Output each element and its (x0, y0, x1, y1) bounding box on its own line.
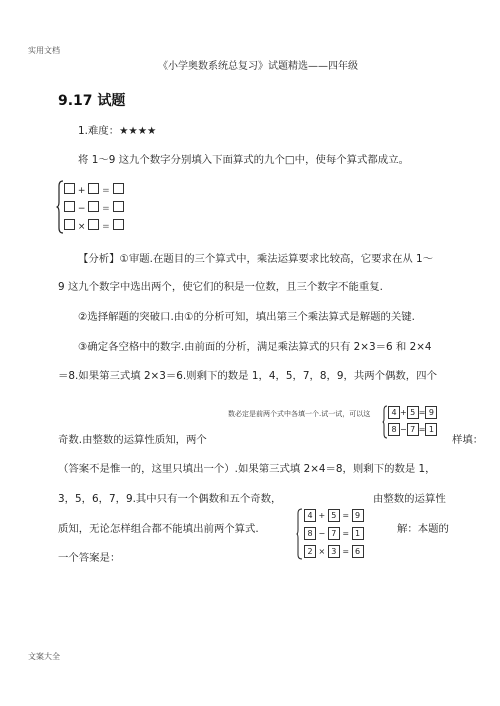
number-box: 9 (425, 406, 437, 419)
answer-equation-row (304, 545, 364, 558)
inset-equation-row (388, 406, 437, 419)
left-brace-icon (56, 180, 64, 234)
operator: − (400, 425, 407, 434)
blank-box (113, 219, 124, 230)
blank-box (64, 219, 75, 230)
number-box: 9 (352, 509, 364, 522)
analysis-line-10: 一个答案是： (58, 552, 121, 564)
equals-sign: = (102, 222, 110, 232)
number-box: 6 (352, 545, 364, 558)
equals-sign: = (342, 547, 350, 556)
number-box: 7 (328, 527, 340, 540)
answer-equation-row (304, 527, 364, 540)
answer-brace-icon (296, 508, 303, 560)
blank-box (113, 201, 124, 212)
analysis-line-9a: 质知，无论怎样组合都不能填出前两个算式. (58, 523, 259, 535)
analysis-line-2: 9 这九个数字中选出两个，使它们的积是一位数，且三个数字不能重复. (58, 281, 383, 293)
number-box: 4 (388, 406, 400, 419)
operator: × (77, 222, 86, 232)
equals-sign: = (102, 186, 110, 196)
difficulty-line: 1.难度：★★★★ (78, 125, 157, 137)
blank-box (113, 183, 124, 194)
blank-equation-row (64, 219, 124, 232)
handwritten-note: 数必定是前两个式中各填一个.试一试，可以这 (228, 410, 371, 418)
number-box: 8 (388, 423, 400, 436)
blank-equation-system (56, 180, 136, 236)
equals-sign: = (418, 408, 426, 417)
analysis-line-5: ＝8.如果第三式填 2×3＝6.则剩下的数是 1，4，5，7，8，9，共两个偶数，四个 (58, 370, 437, 382)
header-label: 实用文档 (28, 46, 60, 55)
equals-sign: = (342, 511, 350, 520)
operator: − (77, 204, 86, 214)
number-box: 2 (304, 545, 316, 558)
number-box: 7 (407, 423, 419, 436)
operator: + (77, 186, 86, 196)
analysis-line-3: ②选择解题的突破口.由①的分析可知，填出第三个乘法算式是解题的关键. (78, 311, 415, 323)
number-box: 1 (352, 527, 364, 540)
equals-sign: = (418, 425, 426, 434)
number-box: 1 (425, 423, 437, 436)
blank-box (64, 201, 75, 212)
analysis-line-8a: 3，5，6，7，9.其中只有一个偶数和五个奇数， (58, 493, 282, 505)
problem-statement: 将 1～9 这九个数字分别填入下面算式的九个□中，使每个算式都成立。 (78, 154, 409, 166)
analysis-line-6b: 样填： (452, 434, 484, 446)
inset-brace-icon (382, 405, 388, 439)
operator: − (318, 529, 326, 538)
blank-box (88, 183, 99, 194)
blank-equation-row (64, 183, 124, 196)
operator: + (318, 511, 326, 520)
equals-sign: = (102, 204, 110, 214)
analysis-line-8b: 由整数的运算性 (373, 493, 446, 505)
number-box: 4 (304, 509, 316, 522)
number-box: 5 (407, 406, 419, 419)
answer-equation-row (304, 509, 364, 522)
analysis-line-6a: 奇数.由整数的运算性质知，两个 (58, 434, 207, 446)
operator: × (318, 547, 326, 556)
analysis-line-9b: 解：本题的 (397, 523, 449, 535)
equals-sign: = (342, 529, 350, 538)
footer-label: 文案大全 (28, 652, 60, 661)
blank-box (88, 201, 99, 212)
blank-box (88, 219, 99, 230)
analysis-line-1: 【分析】①审题.在题目的三个算式中，乘法运算要求比较高，它要求在从 1～ (78, 253, 434, 265)
blank-equation-row (64, 201, 124, 214)
analysis-line-7: （答案不是惟一的，这里只填出一个）.如果第三式填 2×4＝8，则剩下的数是 1， (58, 463, 436, 475)
number-box: 8 (304, 527, 316, 540)
operator: + (400, 408, 407, 417)
document-title: 《小学奥数系统总复习》试题精选——四年级 (158, 61, 358, 72)
blank-box (64, 183, 75, 194)
number-box: 5 (328, 509, 340, 522)
number-box: 3 (328, 545, 340, 558)
analysis-line-4: ③确定各空格中的数字.由前面的分析，满足乘法算式的只有 2×3＝6 和 2×4 (78, 341, 432, 353)
inset-equation-row (388, 423, 437, 436)
section-heading: 9.17 试题 (58, 93, 126, 109)
